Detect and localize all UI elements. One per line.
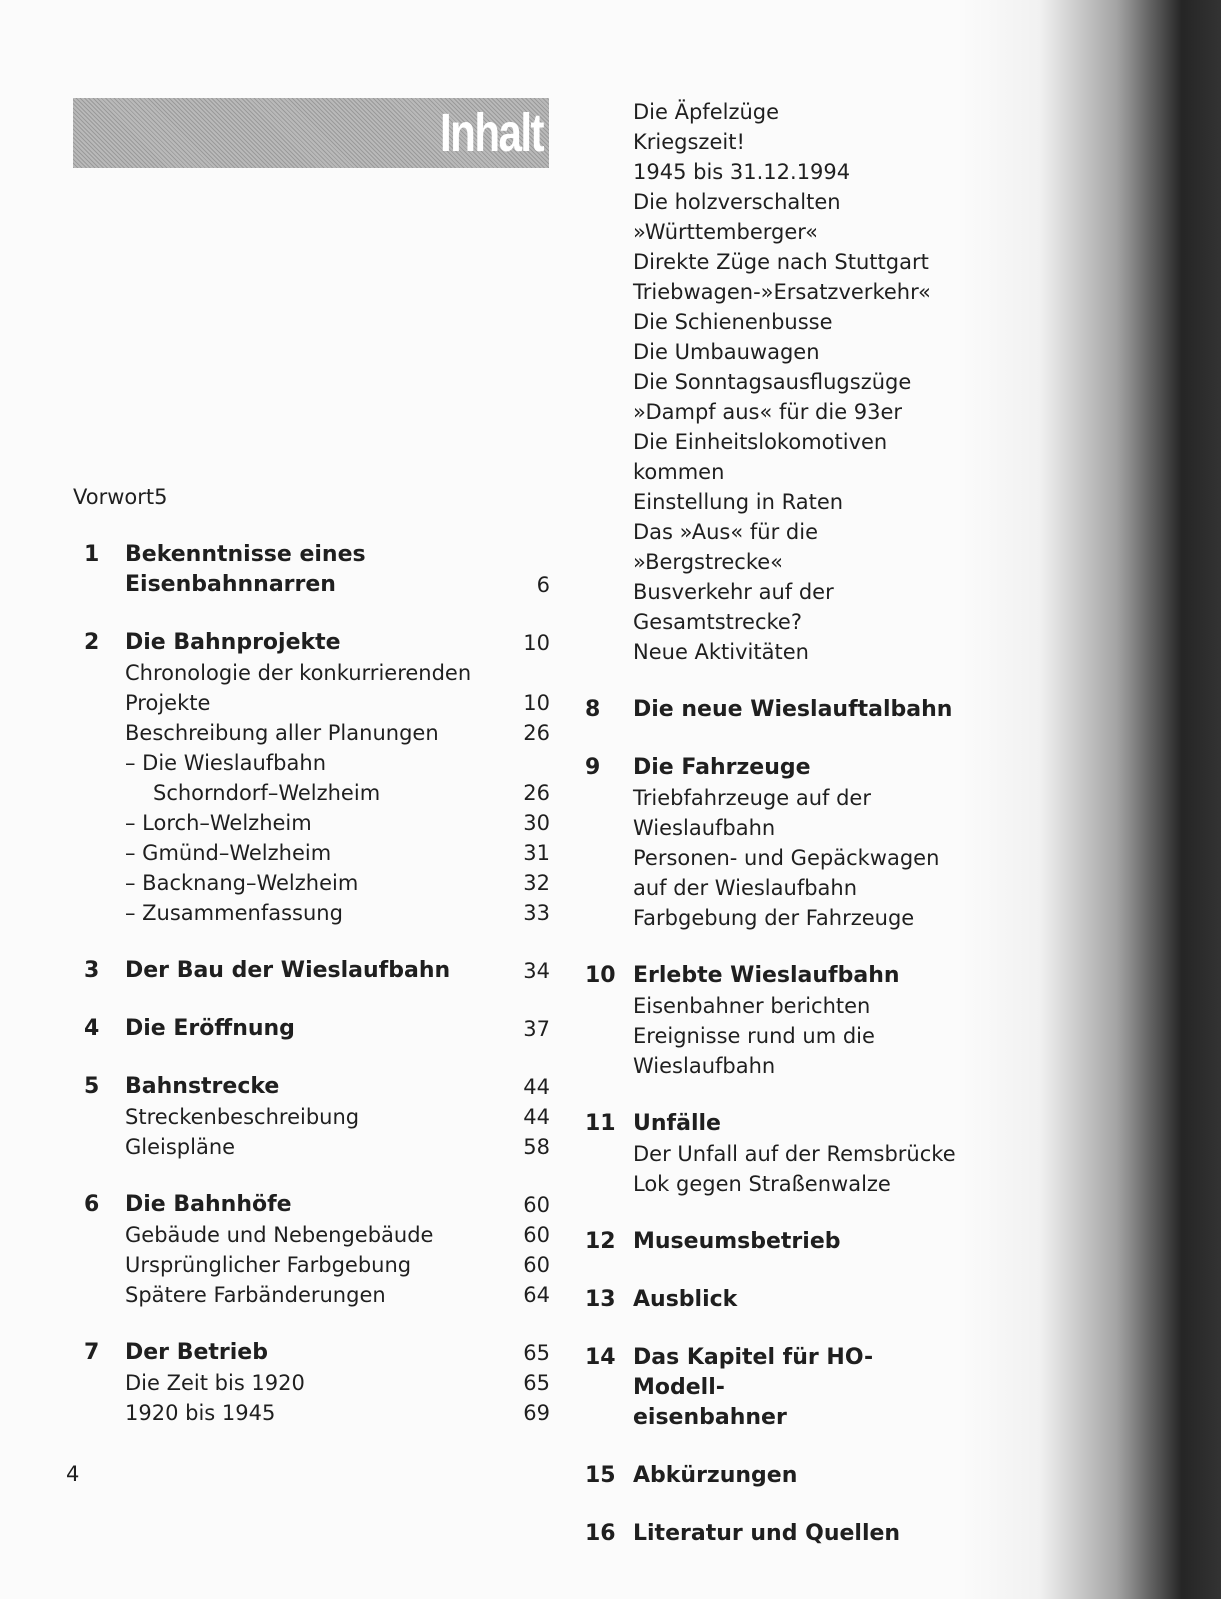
page-reference: 44: [523, 1075, 550, 1099]
page-reference: 37: [523, 1017, 550, 1041]
entry-text: – Die Wieslaufbahn: [125, 751, 326, 775]
entry-text: Die Äpfelzüge: [633, 100, 780, 124]
chapter-block: [585, 695, 1005, 725]
toc-row: [585, 157, 1005, 187]
chapter-block: [84, 956, 550, 986]
page-reference: 26: [523, 781, 550, 805]
entry-text: Schorndorf–Welzheim: [153, 781, 381, 805]
entry-text: Direkte Züge nach Stuttgart: [633, 250, 929, 274]
toc-row: [585, 753, 1005, 783]
chapter-title: Der Bau der Wieslaufbahn: [125, 958, 451, 983]
chapter-title: Eisenbahnnarren: [125, 572, 336, 597]
chapter-block: [585, 1285, 1005, 1315]
chapter-number: 2: [84, 630, 100, 655]
toc-row: [585, 813, 1005, 843]
page-reference: 33: [523, 901, 550, 925]
toc-row: [585, 577, 1005, 637]
page-reference: 6: [536, 573, 550, 597]
toc-row: [84, 1280, 550, 1310]
entry-text: Kriegszeit!: [633, 130, 745, 154]
toc-row: [84, 1398, 550, 1428]
toc-row: [84, 1072, 550, 1102]
toc-row: [84, 718, 550, 748]
continued-entries: [585, 97, 1005, 667]
chapter-number: 1: [84, 542, 100, 567]
chapter-title: Literatur und Quellen: [633, 1521, 901, 1546]
entry-text: Eisenbahner berichten: [633, 994, 871, 1018]
toc-row: [585, 427, 1005, 487]
chapter-block: [585, 1343, 1005, 1433]
page-reference: 10: [523, 691, 550, 715]
entry-text: Die Einheitslokomotiven kommen: [633, 430, 888, 484]
chapter-title: Die neue Wieslauftalbahn: [633, 697, 953, 722]
page-title: Inhalt: [440, 103, 543, 163]
toc-row: [84, 868, 550, 898]
chapter-block: [84, 540, 550, 600]
toc-row: [585, 1343, 1005, 1403]
chapter-title: Erlebte Wieslaufbahn: [633, 963, 900, 988]
chapter-block: [585, 1519, 1005, 1549]
entry-text: Projekte: [125, 691, 211, 715]
entry-text: – Gmünd–Welzheim: [125, 841, 332, 865]
chapter-number: 10: [585, 963, 616, 988]
chapter-number: 3: [84, 958, 100, 983]
chapter-number: 9: [585, 755, 601, 780]
entry-text: – Lorch–Welzheim: [125, 811, 312, 835]
chapter-title: Bahnstrecke: [125, 1074, 280, 1099]
toc-row: [84, 1132, 550, 1162]
toc-row: [585, 783, 1005, 813]
toc-row: [84, 658, 550, 688]
entry-text: Gleispläne: [125, 1135, 236, 1159]
toc-row: [84, 1338, 550, 1368]
entry-text: Der Unfall auf der Remsbrücke: [633, 1142, 956, 1166]
toc-row: [585, 97, 1005, 127]
toc-row: [585, 991, 1005, 1021]
toc-row: [585, 247, 1005, 277]
toc-right-column: [585, 97, 1005, 1577]
toc-row: [84, 748, 550, 778]
chapter-number: 6: [84, 1192, 100, 1217]
toc-row: [585, 873, 1005, 903]
page-reference: 60: [523, 1253, 550, 1277]
toc-row: [585, 337, 1005, 367]
page-reference: 58: [523, 1135, 550, 1159]
chapter-block: [585, 1227, 1005, 1257]
page-reference: 31: [523, 841, 550, 865]
entry-text: Busverkehr auf der Gesamtstrecke?: [633, 580, 834, 634]
toc-row: [585, 1461, 1005, 1491]
chapter-title: Die Bahnhöfe: [125, 1192, 292, 1217]
toc-row: [585, 961, 1005, 991]
page-reference: 64: [523, 1283, 550, 1307]
page-reference: 30: [523, 811, 550, 835]
toc-row: [585, 1109, 1005, 1139]
chapter-title: eisenbahner: [633, 1405, 787, 1430]
chapter-block: [84, 1338, 550, 1428]
chapter-block: [84, 1190, 550, 1310]
entry-text: auf der Wieslaufbahn: [633, 876, 858, 900]
entry-text: »Württemberger«: [633, 220, 819, 244]
toc-row: [84, 688, 550, 718]
page-reference: 60: [523, 1223, 550, 1247]
chapter-number: 15: [585, 1463, 616, 1488]
page-reference: 34: [523, 959, 550, 983]
entry-text: Farbgebung der Fahrzeuge: [633, 906, 915, 930]
toc-row: [585, 903, 1005, 933]
chapter-title: Die Eröffnung: [125, 1016, 295, 1041]
page-reference: 60: [523, 1193, 550, 1217]
chapter-block: [84, 628, 550, 928]
entry-text: Wieslaufbahn: [633, 1054, 776, 1078]
toc-row: [84, 808, 550, 838]
toc-row: [585, 1403, 1005, 1433]
chapter-block: [585, 1461, 1005, 1491]
entry-text: Neue Aktivitäten: [633, 640, 809, 664]
toc-left-column: [84, 540, 550, 1456]
entry-text: Gebäude und Nebengebäude: [125, 1223, 434, 1247]
entry-text: Einstellung in Raten: [633, 490, 844, 514]
toc-row: [84, 1250, 550, 1280]
page-reference: 32: [523, 871, 550, 895]
toc-row: [585, 1169, 1005, 1199]
page-reference: 44: [523, 1105, 550, 1129]
toc-row: [84, 1368, 550, 1398]
toc-row: [585, 487, 1005, 517]
chapter-title: Die Fahrzeuge: [633, 755, 811, 780]
toc-row: [585, 843, 1005, 873]
header-banner: [73, 98, 549, 168]
chapter-title: Ausblick: [633, 1287, 738, 1312]
toc-row: [84, 1014, 550, 1044]
chapter-number: 5: [84, 1074, 100, 1099]
chapter-number: 4: [84, 1016, 100, 1041]
entry-text: Triebwagen-»Ersatzverkehr«: [633, 280, 931, 304]
book-gutter-shadow: [961, 0, 1221, 1599]
chapter-block: [585, 1109, 1005, 1199]
toc-row: [585, 307, 1005, 337]
entry-text: – Zusammenfassung: [125, 901, 343, 925]
entry-text: – Backnang–Welzheim: [125, 871, 359, 895]
toc-row: [84, 778, 550, 808]
chapter-title: Museumsbetrieb: [633, 1229, 841, 1254]
chapter-number: 8: [585, 697, 601, 722]
chapter-number: 11: [585, 1111, 616, 1136]
entry-text: Triebfahrzeuge auf der: [633, 786, 871, 810]
entry-text: Lok gegen Straßenwalze: [633, 1172, 891, 1196]
entry-text: Die Umbauwagen: [633, 340, 820, 364]
chapter-title: Die Bahnprojekte: [125, 630, 341, 655]
toc-row: [585, 517, 1005, 577]
entry-text: Ereignisse rund um die: [633, 1024, 875, 1048]
page-reference: 65: [523, 1371, 550, 1395]
toc-row: [84, 1220, 550, 1250]
entry-text: 1945 bis 31.12.1994: [633, 160, 851, 184]
toc-row: [585, 1285, 1005, 1315]
entry-text: Die Schienenbusse: [633, 310, 833, 334]
chapter-title: Abkürzungen: [633, 1463, 798, 1488]
entry-text: Die Zeit bis 1920: [125, 1371, 305, 1395]
chapter-title: Bekenntnisse eines: [125, 542, 366, 567]
toc-row: [585, 1139, 1005, 1169]
chapter-number: 12: [585, 1229, 616, 1254]
toc-row: [84, 956, 550, 986]
toc-row: [84, 838, 550, 868]
entry-text: Chronologie der konkurrierenden: [125, 661, 472, 685]
chapter-number: 13: [585, 1287, 616, 1312]
chapter-title: Das Kapitel für HO-Modell-: [633, 1345, 874, 1400]
entry-text: Die Sonntagsausflugszüge: [633, 370, 912, 394]
page-reference: 26: [523, 721, 550, 745]
chapter-block: [84, 1072, 550, 1162]
page-reference: 69: [523, 1401, 550, 1425]
chapter-block: [84, 1014, 550, 1044]
entry-text: 1920 bis 1945: [125, 1401, 276, 1425]
vorwort-entry: Vorwort5: [73, 485, 168, 509]
entry-text: Wieslaufbahn: [633, 816, 776, 840]
entry-text: Das »Aus« für die »Bergstrecke«: [633, 520, 818, 574]
entry-text: Streckenbeschreibung: [125, 1105, 360, 1129]
toc-row: [585, 397, 1005, 427]
page-reference: 10: [523, 631, 550, 655]
chapter-number: 14: [585, 1345, 616, 1370]
toc-row: [84, 1102, 550, 1132]
toc-row: [585, 1021, 1005, 1051]
chapter-block: [585, 753, 1005, 933]
toc-row: [585, 217, 1005, 247]
entry-text: Personen- und Gepäckwagen: [633, 846, 940, 870]
toc-row: [585, 127, 1005, 157]
toc-row: [84, 540, 550, 570]
toc-row: [585, 367, 1005, 397]
chapter-number: 16: [585, 1521, 616, 1546]
chapter-block: [585, 961, 1005, 1081]
toc-row: [84, 1190, 550, 1220]
page-reference: 65: [523, 1341, 550, 1365]
chapter-title: Unfälle: [633, 1111, 721, 1136]
entry-text: Ursprünglicher Farbgebung: [125, 1253, 412, 1277]
chapter-number: 7: [84, 1340, 100, 1365]
toc-row: [84, 628, 550, 658]
chapter-title: Der Betrieb: [125, 1340, 268, 1365]
toc-row: [585, 637, 1005, 667]
entry-text: Beschreibung aller Planungen: [125, 721, 439, 745]
entry-text: Die holzverschalten: [633, 190, 841, 214]
toc-row: [585, 277, 1005, 307]
entry-text: »Dampf aus« für die 93er: [633, 400, 903, 424]
toc-row: [585, 187, 1005, 217]
entry-text: Spätere Farbänderungen: [125, 1283, 386, 1307]
toc-row: [84, 570, 550, 600]
toc-row: [585, 1227, 1005, 1257]
toc-row: [585, 1051, 1005, 1081]
toc-row: [84, 898, 550, 928]
page-number: 4: [66, 1462, 80, 1486]
toc-row: [585, 1519, 1005, 1549]
toc-row: [585, 695, 1005, 725]
